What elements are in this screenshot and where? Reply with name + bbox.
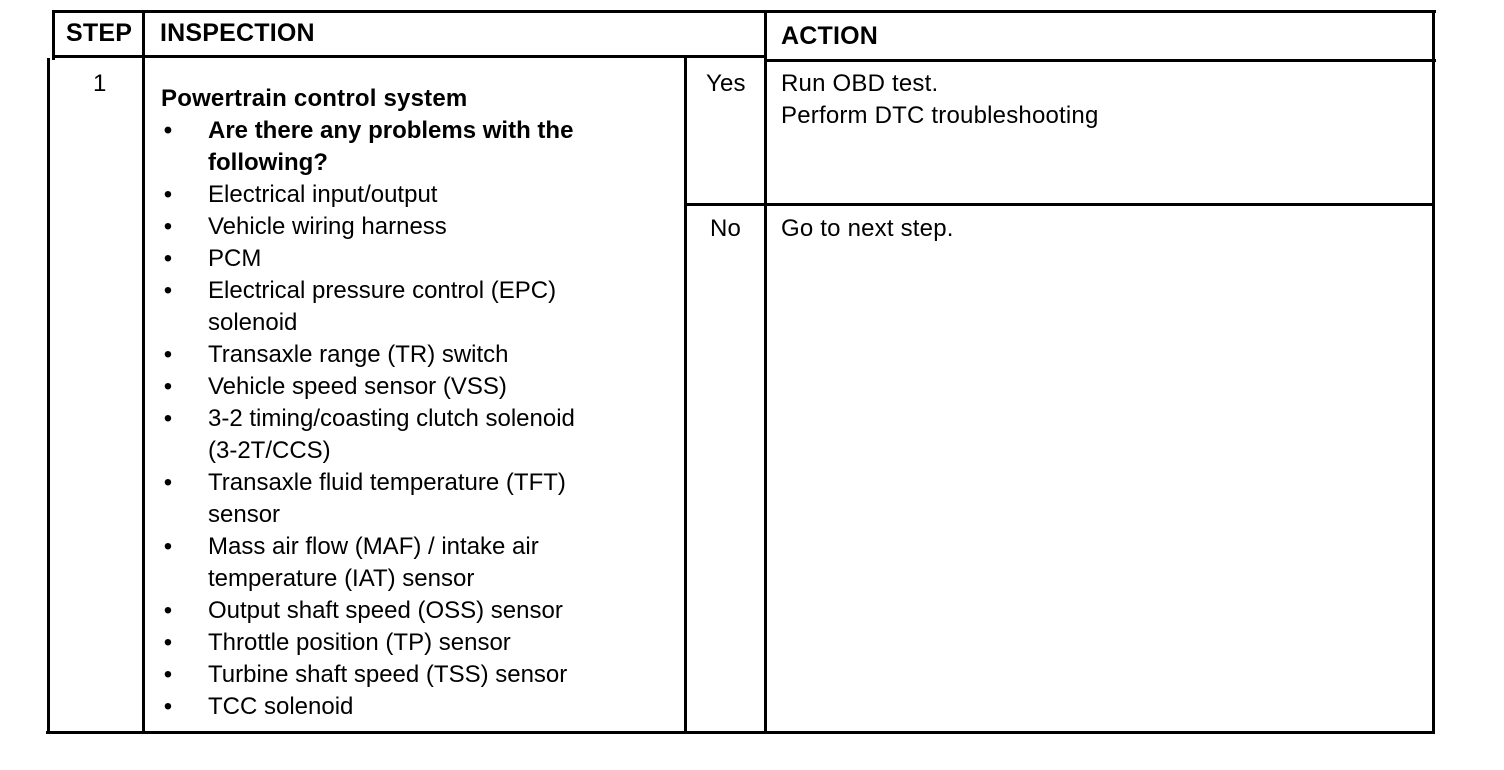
list-item-text: solenoid [208, 309, 298, 336]
list-item-text: Electrical input/output [208, 181, 438, 208]
list-item [160, 371, 575, 403]
list-item [160, 627, 575, 659]
table-border-right [1432, 10, 1435, 734]
list-item-text: (3-2T/CCS) [208, 437, 331, 464]
bullet-icon: • [163, 629, 173, 656]
table-border-left [52, 10, 55, 60]
table-border-bottom [46, 731, 1434, 734]
bullet-icon: • [163, 277, 173, 304]
list-item [160, 595, 575, 627]
list-item [160, 691, 575, 723]
table-border-top [52, 10, 1436, 13]
list-item-text: Turbine shaft speed (TSS) sensor [208, 661, 568, 688]
list-item-text: Vehicle wiring harness [208, 213, 447, 240]
list-item [160, 179, 575, 211]
answer-column-divider [684, 58, 687, 734]
header-inspection: INSPECTION [160, 19, 315, 47]
header-divider-left [52, 55, 766, 58]
bullet-icon: • [163, 597, 173, 624]
list-item [160, 243, 575, 275]
list-item-text: 3-2 timing/coasting clutch solenoid [208, 405, 575, 432]
action-yes-line-2: Perform DTC troubleshooting [781, 102, 1099, 129]
list-item [160, 467, 575, 531]
step-number: 1 [93, 70, 107, 97]
step-column-divider [142, 10, 145, 734]
list-item [160, 339, 575, 371]
action-no-line-1: Go to next step. [781, 215, 954, 242]
inspection-title: Powertrain control system [161, 85, 468, 112]
list-item-text: temperature (IAT) sensor [208, 565, 475, 592]
bullet-icon: • [163, 373, 173, 400]
answer-yes: Yes [706, 70, 746, 97]
bullet-icon: • [163, 117, 173, 144]
header-divider-right [766, 59, 1436, 62]
inspection-question [160, 115, 575, 179]
bullet-icon: • [163, 693, 173, 720]
bullet-icon: • [163, 405, 173, 432]
list-item-text: Vehicle speed sensor (VSS) [208, 373, 507, 400]
bullet-icon: • [163, 341, 173, 368]
action-yes-line-1: Run OBD test. [781, 70, 939, 97]
bullet-icon: • [163, 533, 173, 560]
bullet-icon: • [163, 245, 173, 272]
list-item-text: Transaxle range (TR) switch [208, 341, 509, 368]
list-item [160, 531, 575, 595]
yes-no-divider [686, 203, 1434, 206]
question-line: Are there any problems with the [208, 117, 574, 144]
bullet-icon: • [163, 213, 173, 240]
list-item [160, 211, 575, 243]
list-item-text: PCM [208, 245, 262, 272]
inspection-bullet-list [160, 115, 575, 723]
bullet-icon: • [163, 181, 173, 208]
list-item [160, 275, 575, 339]
header-step: STEP [66, 19, 133, 47]
list-item-text: sensor [208, 501, 281, 528]
list-item-text: Throttle position (TP) sensor [208, 629, 511, 656]
list-item [160, 659, 575, 691]
question-line: following? [208, 149, 328, 176]
list-item-text: Electrical pressure control (EPC) [208, 277, 557, 304]
table-border-left-lower [47, 58, 50, 734]
list-item-text: Transaxle fluid temperature (TFT) [208, 469, 566, 496]
bullet-icon: • [163, 661, 173, 688]
list-item-text: Mass air flow (MAF) / intake air [208, 533, 539, 560]
answer-no: No [710, 215, 742, 242]
list-item-text: Output shaft speed (OSS) sensor [208, 597, 563, 624]
bullet-icon: • [163, 469, 173, 496]
list-item [160, 403, 575, 467]
action-column-divider [764, 10, 767, 734]
header-action: ACTION [781, 22, 879, 50]
list-item-text: TCC solenoid [208, 693, 354, 720]
